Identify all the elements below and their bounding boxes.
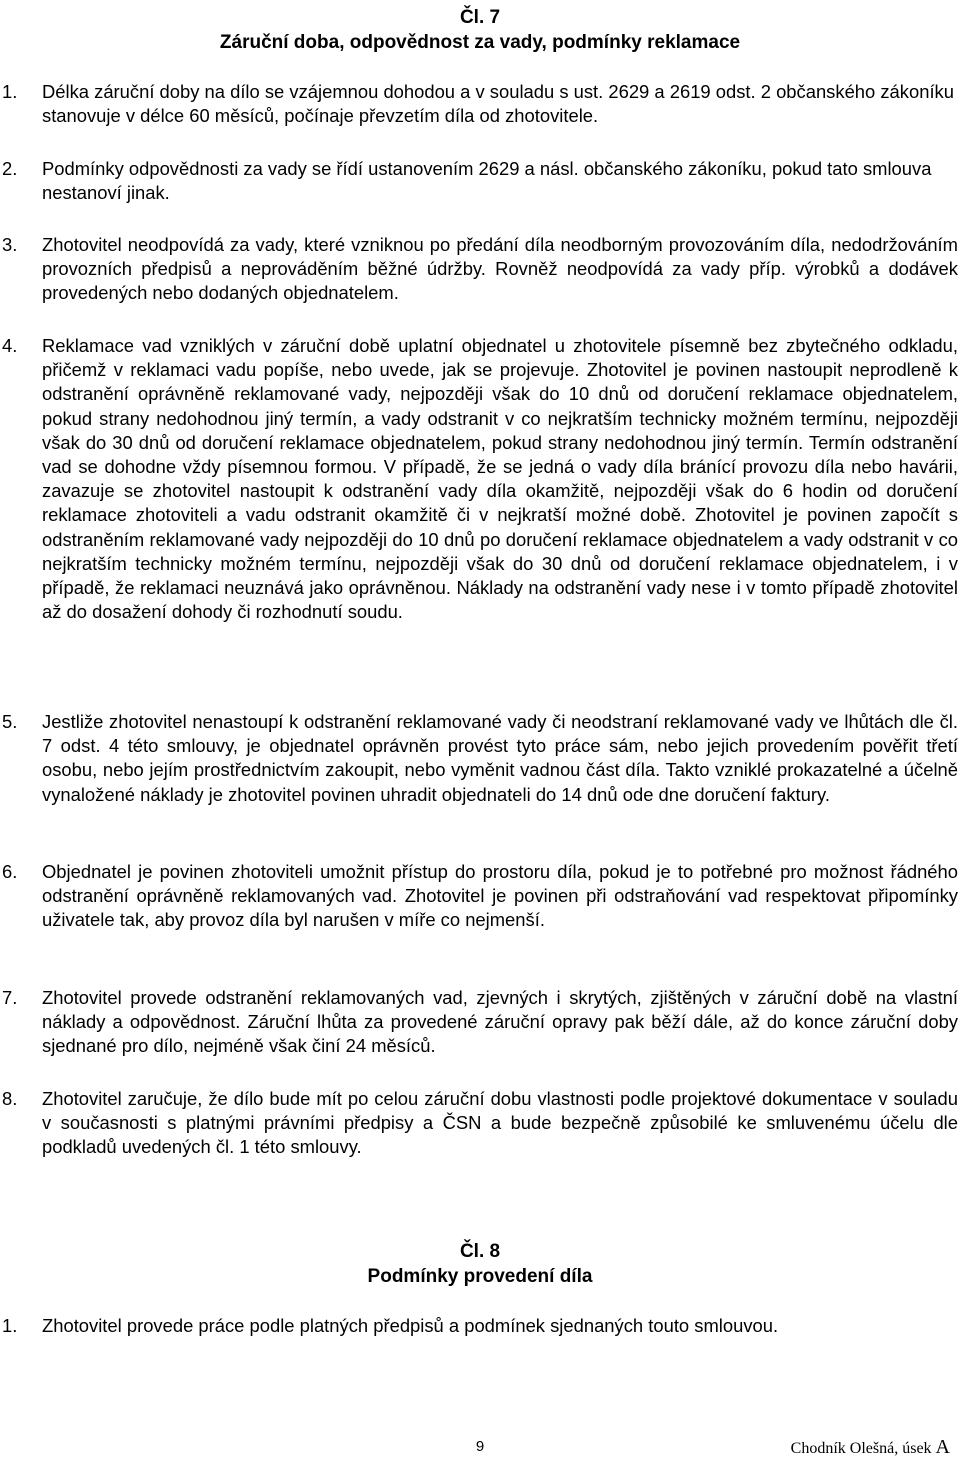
clause-text: Objednatel je povinen zhotoviteli umožnit přístup do prostoru díla, pokud je to potřebné pro možnost řádného odstranění oprávněně reklamovaných vad. Zhotovitel je povinen při odstraňování vad respektovat připomínky uživatele tak, aby provoz díla byl narušen v míře co nejmenší. <box>42 861 958 931</box>
article-7-clause-6 <box>2 860 958 933</box>
article-7-clause-4 <box>2 334 958 624</box>
clause-number: 8. <box>2 1088 18 1109</box>
clause-text: Jestliže zhotovitel nenastoupí k odstranění reklamované vady či neodstraní reklamované vady ve lhůtách dle čl. 7 odst. 4 této smlouvy, je objednatel oprávněn provést tyto práce sám, nebo jejich provedením pověřit třetí osobu, nebo jejím prostřednictvím zakoupit, nebo vyměnit vadnou část díla. Takto vzniklé prokazatelné a účelně vynaložené náklady je zhotovitel povinen uhradit objednateli do 14 dnů ode dne doručení faktury. <box>42 711 958 805</box>
article-7-clause-5 <box>2 710 958 807</box>
clause-text: Délka záruční doby na dílo se vzájemnou dohodou a v souladu s ust. 2629 a 2619 odst. 2 občanského zákoníku stanovuje v délce 60 měsíců, počínaje převzetím díla od zhotovitele. <box>42 81 954 127</box>
article-7-clause-3 <box>2 233 958 306</box>
clause-number: 1. <box>2 81 18 102</box>
article-8-number: Čl. 8 <box>459 1241 501 1262</box>
clause-number: 5. <box>2 711 18 732</box>
page-number: 9 <box>475 1438 485 1455</box>
clause-text: Zhotovitel zaručuje, že dílo bude mít po celou záruční dobu vlastnosti podle projektové dokumentace v souladu v současnosti s platnými právními předpisy a ČSN a bude bezpečně způsobilé ke smluvenému účelu dle podkladů uvedených čl. 1 této smlouvy. <box>42 1088 958 1158</box>
clause-text: Zhotovitel neodpovídá za vady, které vzniknou po předání díla neodborným provozováním díla, nedodržováním provozních předpisů a neprováděním běžné údržby. Rovněž neodpovídá za vady příp. výrobků a dodávek provedených nebo dodaných objednatelem. <box>42 234 958 304</box>
article-7-clause-1 <box>2 80 958 128</box>
article-7-title: Záruční doba, odpovědnost za vady, podmínky reklamace <box>219 32 741 53</box>
clause-number: 6. <box>2 861 18 882</box>
footer-project-name: Chodník Olešná, úsek <box>790 1440 932 1457</box>
clause-text: Reklamace vad vzniklých v záruční době uplatní objednatel u zhotovitele písemně bez zbytečného odkladu, přičemž v reklamaci vadu popíše, nebo uvede, jak se projevuje. Zhotovitel je povinen nastoupit neprodleně k odstranění oprávněně reklamované vady, nejpozději však do 10 dnů od doručení reklamace objednatelem, pokud strany nedohodnou jiný termín, a vady odstranit v co nejkratším technicky možném termínu, nejpozději však do 30 dnů od doručení reklamace objednatelem, pokud strany nedohodnou jiný termín. Termín odstranění vad se dohodne vždy písemnou formou. V případě, že se jedná o vady díla bránící provozu díla nebo havárii, zavazuje se zhotovitel nastoupit k odstranění vady díla okamžitě, nejpozději však do 6 hodin od doručení reklamace zhotoviteli a vadu odstranit okamžitě či v nejkratší možné době. Zhotovitel je povinen započít s odstraněním reklamované vady nejpozději do 10 dnů po doručení reklamace objednatelem a vady odstranit v co nejkratším technicky možném termínu, nejpozději však do 30 dnů od doručení reklamace objednatelem, i v případě, že reklamaci neuznává jako oprávněnou. Náklady na odstranění vady nese i v tomto případě zhotovitel až do dosažení dohody či rozhodnutí soudu. <box>42 335 958 623</box>
article-7-number: Čl. 7 <box>459 7 501 28</box>
article-8-clause-1 <box>2 1314 958 1338</box>
clause-text: Zhotovitel provede odstranění reklamovaných vad, zjevných i skrytých, zjištěných v záruční době na vlastní náklady a odpovědnost. Záruční lhůta za provedené záruční opravy pak běží dále, až do konce záruční doby sjednané pro dílo, nejméně však činí 24 měsíců. <box>42 987 958 1057</box>
footer-project <box>791 1436 950 1459</box>
clause-number: 1. <box>2 1315 18 1336</box>
clause-number: 7. <box>2 987 18 1008</box>
clause-number: 3. <box>2 234 18 255</box>
clause-text: Zhotovitel provede práce podle platných předpisů a podmínek sjednaných touto smlouvou. <box>42 1315 779 1336</box>
clause-number: 2. <box>2 158 18 179</box>
article-8-title: Podmínky provedení díla <box>367 1266 593 1287</box>
clause-text: Podmínky odpovědnosti za vady se řídí ustanovením 2629 a násl. občanského zákoníku, pokud tato smlouva nestanoví jinak. <box>42 158 932 204</box>
article-7-clause-8 <box>2 1087 958 1160</box>
article-7-clause-2 <box>2 157 958 205</box>
footer-project-letter: A <box>935 1436 950 1458</box>
article-7-clause-7 <box>2 986 958 1059</box>
clause-number: 4. <box>2 335 18 356</box>
